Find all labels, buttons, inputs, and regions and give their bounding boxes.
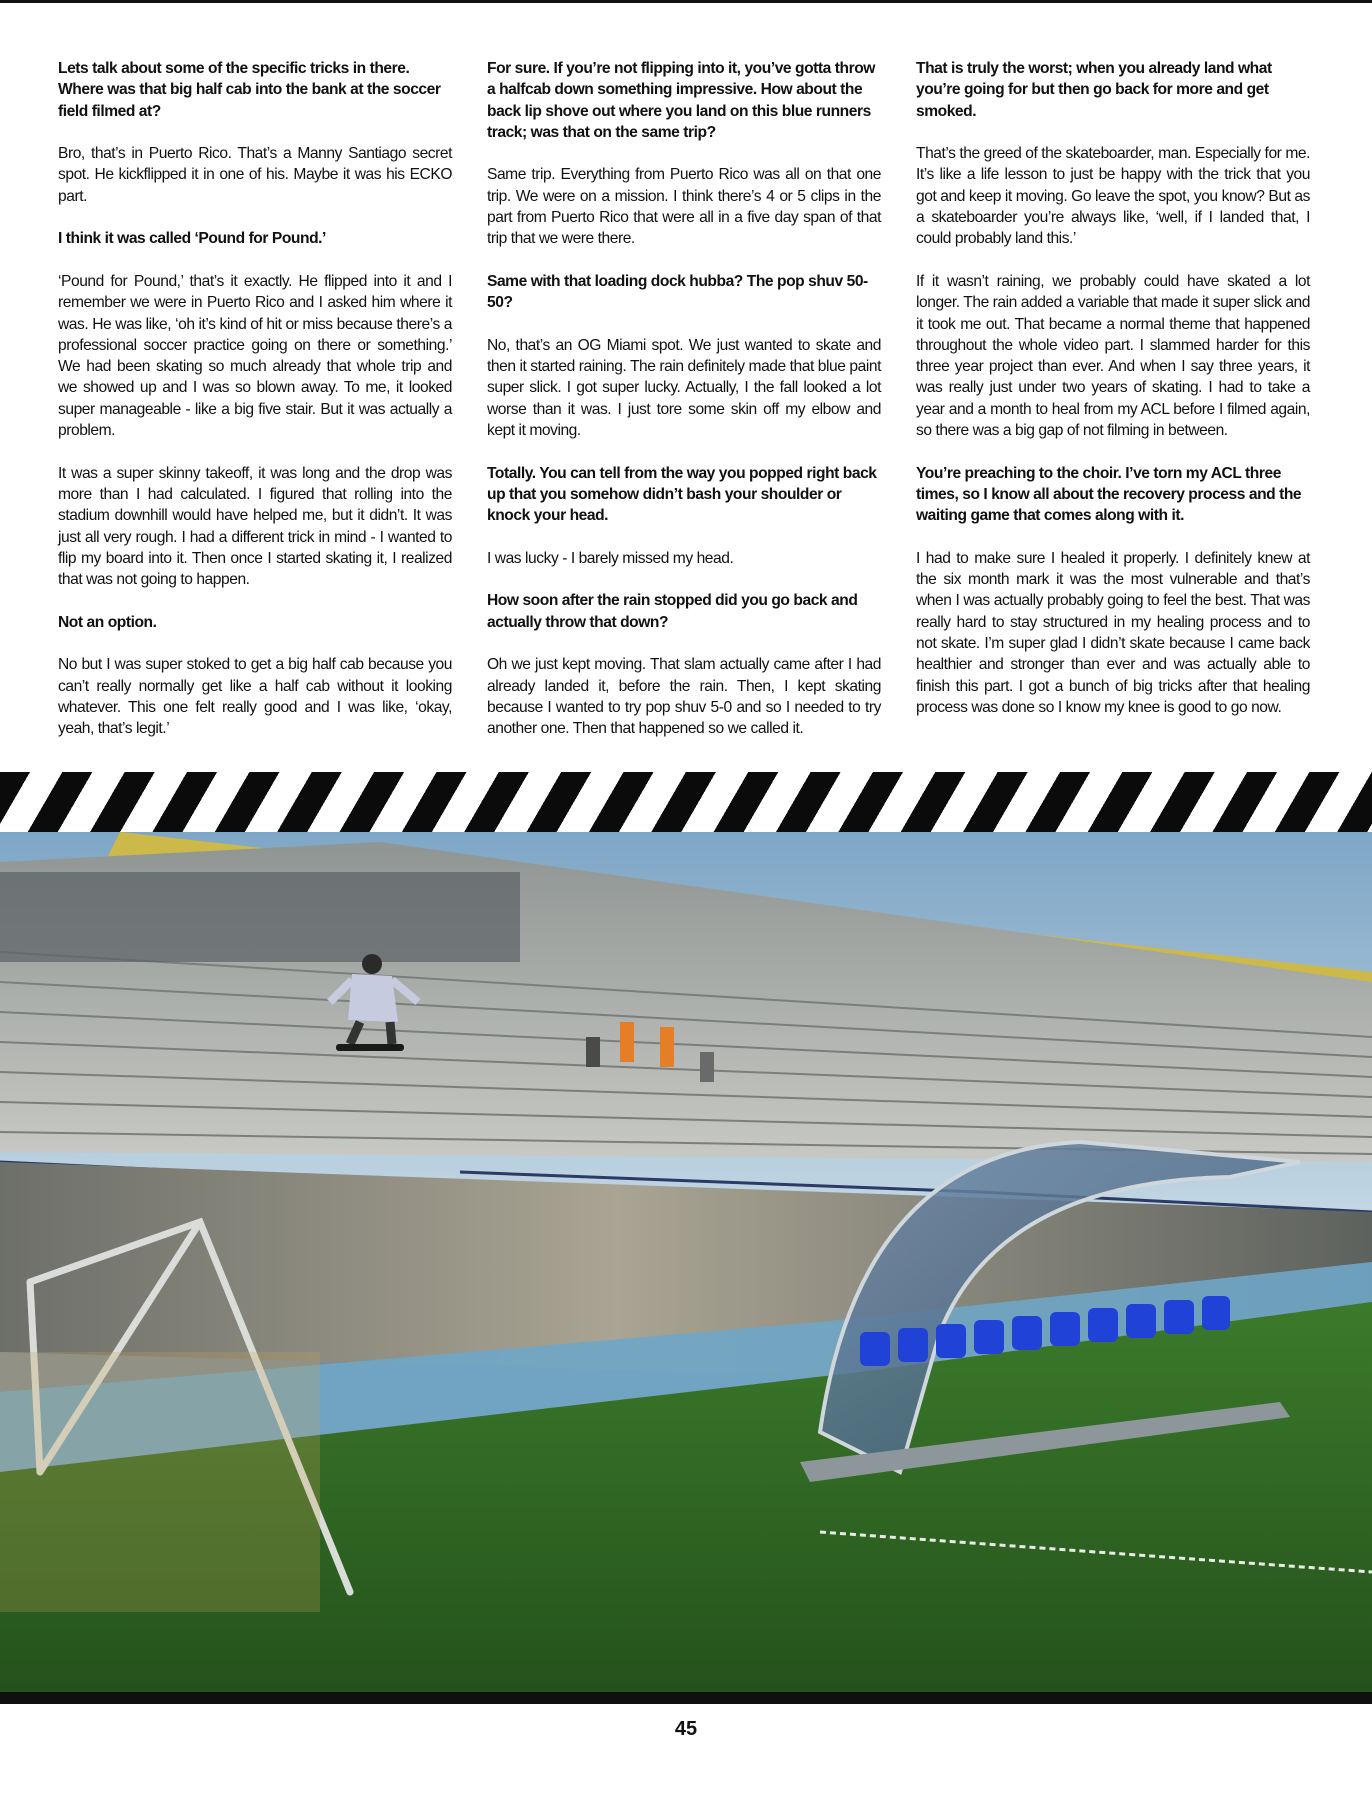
article-columns xyxy=(58,58,1310,758)
page-number: 45 xyxy=(674,1718,698,1740)
answer-paragraph: I had to make sure I healed it properly. I definitely knew at the six month mark it was the most vulnerable and that’s when I was actually probably going to feel the best. That was really hard to stay structured in my healing process and to not skate. I’m super glad I didn’t skate because I came back healthier and stronger than ever and was actually able to finish this part. I got a bunch of big tricks after that healing process was done so I know my knee is good to go now. xyxy=(916,549,1310,716)
answer-paragraph: No but I was super stoked to get a big half cab because you can’t really normally get like a half cab without it looking whatever. This one felt really good and I was like, ‘okay, yeah, that’s legit.’ xyxy=(58,656,452,738)
stand-shadow xyxy=(0,872,520,962)
answer-paragraph: That’s the greed of the skateboarder, man. Especially for me. It’s like a life lesson to just be happy with the trick that you got and keep it moving. Go leave the spot, you know? But as a skateboarder you’re always like, ‘well, if I landed that, I could probably land this.’ xyxy=(916,145,1310,248)
answer-paragraph: Bro, that’s in Puerto Rico. That’s a Manny Santiago secret spot. He kickflipped it in one of his. Maybe it was his ECKO part. xyxy=(58,145,452,205)
stadium-skate-photo xyxy=(0,832,1372,1692)
answer-paragraph: Same trip. Everything from Puerto Rico was all on that one trip. We were on a mission. I think there’s 4 or 5 clips in the part from Puerto Rico that were all in a five day span of that trip that we were there. xyxy=(487,166,881,248)
photo-bottom-bar xyxy=(0,1692,1372,1704)
text-column-2 xyxy=(487,58,881,740)
question-paragraph: For sure. If you’re not flipping into it, you’ve gotta throw a halfcab down something impressive. How about the back lip shove out where you land on this blue runners track; was that on the same trip? xyxy=(487,60,875,141)
text-column-3 xyxy=(916,58,1310,718)
answer-paragraph: Oh we just kept moving. That slam actually came after I had already landed it, before the rain. Then, I kept skating because I wanted to try pop shuv 5-0 and so I needed to try another one. Then that happened so we called it. xyxy=(487,656,881,738)
diagonal-stripe-divider xyxy=(0,772,1372,832)
question-paragraph: How soon after the rain stopped did you go back and actually throw that down? xyxy=(487,592,858,631)
question-paragraph: I think it was called ‘Pound for Pound.’ xyxy=(58,230,326,248)
answer-paragraph: ‘Pound for Pound,’ that’s it exactly. He flipped into it and I remember we were in Puerto Rico and I asked him where it was. He was like, ‘oh it’s kind of hit or miss because there’s a professional soccer practice going on there or something.’ We had been skating so much already that whole trip and we showed up and I was so blown away. To me, it looked super manageable - like a big five stair. But it was actually a problem. xyxy=(58,272,452,440)
goal-net xyxy=(0,1352,320,1612)
question-paragraph: Totally. You can tell from the way you popped right back up that you somehow didn’t bash your shoulder or knock your head. xyxy=(487,464,877,525)
answer-paragraph: It was a super skinny takeoff, it was long and the drop was more than I had calculated. I figured that rolling into the stadium downhill would have helped me, but it didn’t. It was just all very rough. I had a different trick in mind - I wanted to flip my board into it. Then once I started skating it, I realized that was not going to happen. xyxy=(58,464,452,589)
answer-paragraph: If it wasn’t raining, we probably could have skated a lot longer. The rain added a variable that made it super slick and it took me out. That became a normal theme that happened throughout the whole video part. I slammed harder for this three year project than ever. And when I say three years, it was really just under two years of skating. I had to take a year and a month to heal from my ACL before I filmed again, so there was a big gap of not filming in between. xyxy=(916,272,1310,440)
answer-paragraph: I was lucky - I barely missed my head. xyxy=(487,549,734,567)
photo-illustration xyxy=(0,832,1372,1692)
text-column-1 xyxy=(58,58,452,740)
question-paragraph: That is truly the worst; when you already land what you’re going for but then go back for more and get smoked. xyxy=(916,60,1272,120)
question-paragraph: Not an option. xyxy=(58,613,157,631)
question-paragraph: You’re preaching to the choir. I’ve torn my ACL three times, so I know all about the recovery process and the waiting game that comes along with it. xyxy=(916,464,1302,525)
answer-paragraph: No, that’s an OG Miami spot. We just wanted to skate and then it started raining. The rain definitely made that blue paint super slick. I got super lucky. Actually, I the fall looked a lot worse than it was. I just tore some skin off my elbow and kept it moving. xyxy=(487,336,881,440)
question-paragraph: Same with that loading dock hubba? The pop shuv 50-50? xyxy=(487,272,868,312)
question-paragraph: Lets talk about some of the specific tricks in there. Where was that big half cab into the bank at the soccer field filmed at? xyxy=(58,60,441,120)
top-rule xyxy=(0,0,1372,3)
